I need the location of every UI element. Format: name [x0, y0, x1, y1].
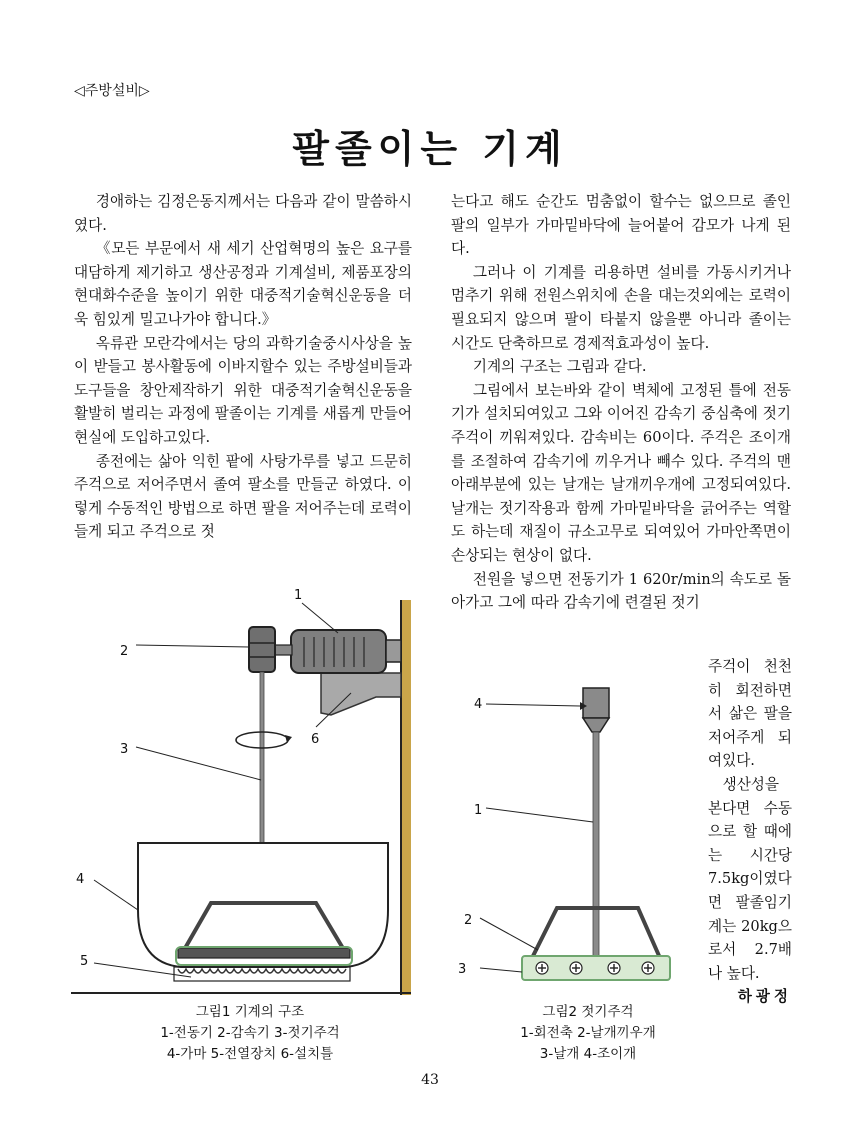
author: 하광정 — [737, 988, 792, 1006]
paragraph: 《모든 부문에서 새 세기 산업혁명의 높은 요구를 대담하게 제기하고 생산공정과 기계설비, 제품포장의 현대화수준을 높이기 위한 대중적기술혁신운동을 더욱 힘있게 밀고나가야 합니다.》 — [74, 240, 412, 328]
figure-2-caption: 그림2 젓기주걱 — [542, 1004, 634, 1020]
label-3: 3 — [458, 962, 467, 977]
paragraph: 는다고 해도 순간도 멈춤없이 할수는 없으므로 졸인 팔의 일부가 가마밑바닥에 늘어붙어 감모가 나게 된다. — [451, 193, 791, 258]
paragraph: 그러나 이 기계를 리용하면 설비를 가동시키거나 멈추기 위해 전원스위치에 손을 대는것외에는 로력이 필요되지 않으며 팔이 타붙지 않을뿐 아니라 졸이는 시간도 단축하므로 경제적효과성이 높다. — [451, 263, 791, 352]
figure-1-caption: 그림1 기계의 구조 — [195, 1004, 305, 1020]
figure-1-machine-structure — [66, 585, 426, 1000]
paragraph: 주걱이 천천히 회전하면서 삶은 팔을 저어주게 되여있다. — [708, 658, 792, 770]
wall — [401, 600, 411, 995]
paragraph: 종전에는 삶아 익힌 팥에 사탕가루를 넣고 드문히 주걱으로 저어주면서 졸여 팔소를 만들군 하였다. 이렇게 수동적인 방법으로 하면 팔을 저어주는데 로력이 들게 되고 주걱으로 젓 — [74, 452, 412, 541]
label-4: 4 — [76, 872, 85, 887]
label-1: 1 — [474, 803, 483, 818]
reducer — [249, 627, 275, 672]
blade — [178, 948, 350, 958]
paragraph: 전원을 넣으면 전동기가 1 620r/min의 속도로 돌아가고 그에 따라 감속기에 련결된 젓기 — [451, 570, 791, 612]
narrow-column — [708, 655, 792, 1009]
label-1: 1 — [294, 588, 303, 603]
heater — [178, 969, 346, 973]
label-4: 4 — [474, 697, 483, 712]
rotation-shaft — [593, 732, 599, 967]
label-3: 3 — [120, 742, 129, 757]
paragraph: 기계의 구조는 그림과 같다. — [472, 358, 647, 376]
figure-2-legend: 3-날개 4-조이개 — [539, 1046, 637, 1062]
figure-2-caption-block — [478, 1002, 698, 1065]
figure-1-legend: 4-가마 5-전열장치 6-설치틀 — [166, 1046, 334, 1062]
figure-2-legend: 1-회전축 2-날개끼우개 — [520, 1025, 656, 1041]
paragraph: 경애하는 김정은동지께서는 다음과 같이 말씀하시였다. — [74, 193, 412, 234]
mounting-frame — [321, 673, 401, 715]
left-column — [74, 190, 412, 544]
section-label: ◁주방설비▷ — [74, 83, 150, 99]
paragraph: 그림에서 보는바와 같이 벽체에 고정된 틀에 전동기가 설치되여있고 그와 이어진 감속기 중심축에 젓기주걱이 끼워져있다. 감속비는 60이다. 주걱은 조이개를 조절하여 감속기에 끼우거나 빼수 있다. 주걱의 맨 아래부분에 있는 날개는 날개끼우개에 고정되여있다. 날개는 젓기작용과 함께 가마밑바닥을 긁어주는 역할도 하는데 재질이 규소고무로 되여있어 가마안쪽면이 손상되는 현상이 없다. — [451, 381, 791, 564]
label-2: 2 — [464, 913, 473, 928]
page-title: 팔졸이는 기계 — [292, 127, 568, 171]
clamp — [583, 688, 609, 718]
figure-2-stirring-paddle — [450, 680, 700, 990]
label-6: 6 — [311, 732, 320, 747]
right-column — [451, 190, 791, 615]
label-5: 5 — [80, 954, 89, 969]
figure-1-legend: 1-전동기 2-감속기 3-젓기주걱 — [160, 1025, 340, 1041]
paragraph: 옥류관 모란각에서는 당의 과학기술중시사상을 높이 받들고 봉사활동에 이바지할수 있는 주방설비들과 도구들을 창안제작하기 위한 대중적기술혁신운동을 활발히 벌리는 과정에 팔졸이는 기계를 새롭게 만들어 현실에 도입하고있다. — [74, 334, 412, 446]
motor — [291, 630, 386, 673]
paragraph: 생산성을 본다면 수동으로 할 때에는 시간당 7.5kg이였다면 팔졸임기계는 20kg으로서 2.7배나 높다. — [708, 775, 792, 982]
figure-1-caption-block — [70, 1002, 430, 1065]
label-2: 2 — [120, 644, 129, 659]
page-number: 43 — [421, 1072, 439, 1088]
